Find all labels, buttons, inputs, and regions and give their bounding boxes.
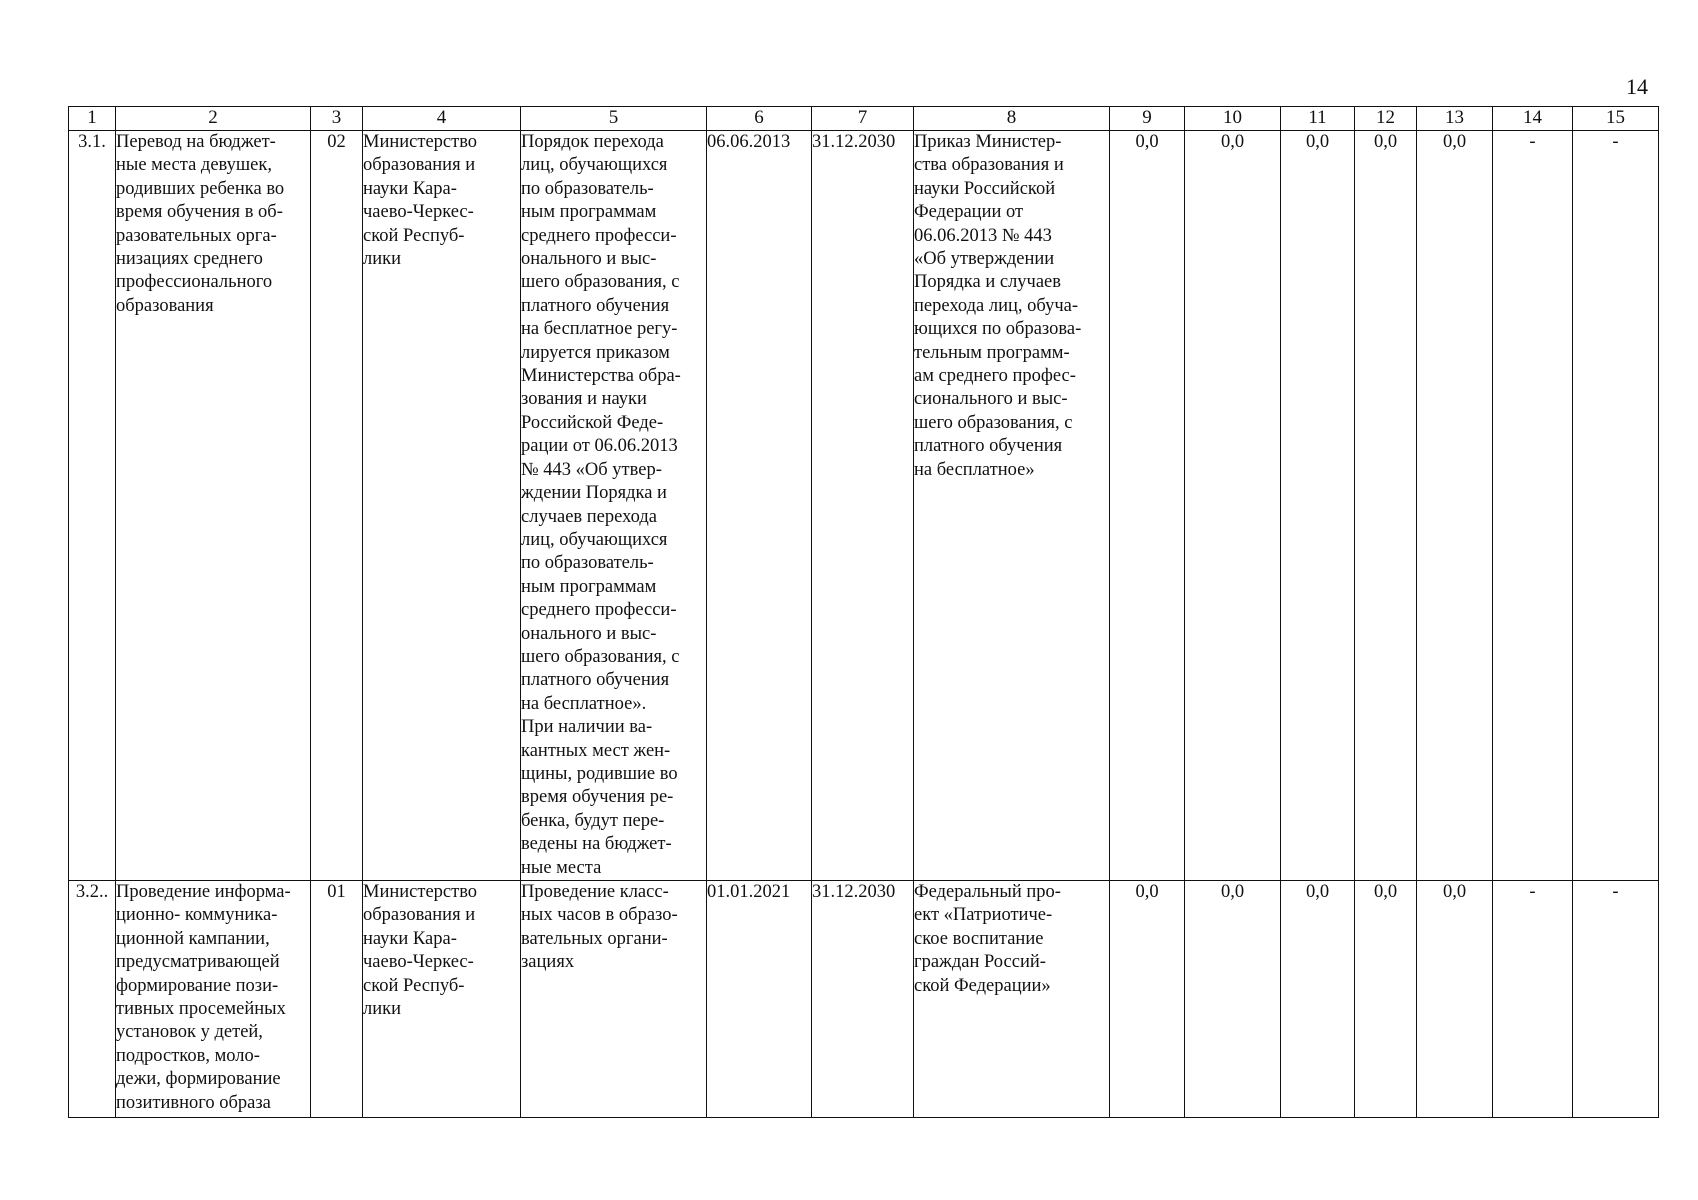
table-row [69, 881, 1659, 1118]
cell-value-11: 0,0 [1281, 881, 1355, 1118]
cell-start-date: 06.06.2013 [707, 131, 812, 881]
column-header: 3 [311, 107, 363, 131]
cell-description: Порядок перехода лиц, обучающихся по образователь- ным программам среднего професси- онального и выс- шего образования, с платного обучения на бесплатное регу- лируется приказом Министерства обра- зования и науки Российской Феде- рации от 06.06.2013 № 443 «Об утвер- ждении Порядка и случаев перехода лиц, обучающихся по образователь- ным программам среднего професси- онального и выс- шего образования, с платного обучения на бесплатное». При наличии ва- кантных мест жен- щины, родившие во время обучения ре- бенка, будут пере- ведены на бюджет- ные места [521, 131, 707, 881]
header-row [69, 107, 1659, 131]
column-header: 12 [1355, 107, 1417, 131]
column-header: 4 [363, 107, 521, 131]
cell-value-14: - [1493, 881, 1573, 1118]
column-header: 8 [914, 107, 1110, 131]
cell-value-15: - [1573, 881, 1659, 1118]
column-header: 7 [812, 107, 914, 131]
cell-value-12: 0,0 [1355, 131, 1417, 881]
column-header: 11 [1281, 107, 1355, 131]
cell-code: 02 [311, 131, 363, 881]
cell-start-date: 01.01.2021 [707, 881, 812, 1118]
table-row [69, 131, 1659, 881]
cell-value-12: 0,0 [1355, 881, 1417, 1118]
cell-value-9: 0,0 [1110, 881, 1185, 1118]
cell-executor: Министерство образования и науки Кара- чаево-Черкес- ской Респуб- лики [363, 881, 521, 1118]
column-header: 5 [521, 107, 707, 131]
cell-basis: Приказ Министер- ства образования и науки Российской Федерации от 06.06.2013 № 443 «Об утверждении Порядка и случаев перехода лиц, обуча- ющихся по образова- тельным программ- ам среднего профес- сионального и выс- шего образования, с платного обучения на бесплатное» [914, 131, 1110, 881]
cell-basis: Федеральный про- ект «Патриотиче- ское воспитание граждан Россий- ской Федерации» [914, 881, 1110, 1118]
cell-measure-name: Проведение информа- ционно- коммуника- ционной кампании, предусматривающей формирование пози- тивных просемейных установок у детей, подростков, моло- дежи, формирование позитивного образа [116, 881, 311, 1118]
column-header: 6 [707, 107, 812, 131]
column-header: 9 [1110, 107, 1185, 131]
column-header: 1 [69, 107, 116, 131]
column-header: 10 [1185, 107, 1281, 131]
cell-executor: Министерство образования и науки Кара- чаево-Черкес- ской Респуб- лики [363, 131, 521, 881]
cell-end-date: 31.12.2030 [812, 131, 914, 881]
cell-value-9: 0,0 [1110, 131, 1185, 881]
column-header: 14 [1493, 107, 1573, 131]
column-header: 2 [116, 107, 311, 131]
cell-value-13: 0,0 [1417, 131, 1493, 881]
cell-value-10: 0,0 [1185, 881, 1281, 1118]
cell-value-14: - [1493, 131, 1573, 881]
cell-number: 3.2.. [69, 881, 116, 1118]
cell-value-11: 0,0 [1281, 131, 1355, 881]
cell-value-13: 0,0 [1417, 881, 1493, 1118]
page-number: 14 [1626, 74, 1648, 99]
column-header: 15 [1573, 107, 1659, 131]
cell-value-10: 0,0 [1185, 131, 1281, 881]
cell-description: Проведение класс- ных часов в образо- вательных органи- зациях [521, 881, 707, 1118]
cell-code: 01 [311, 881, 363, 1118]
measures-table [68, 106, 1659, 1118]
column-header: 13 [1417, 107, 1493, 131]
cell-number: 3.1. [69, 131, 116, 881]
cell-measure-name: Перевод на бюджет- ные места девушек, родивших ребенка во время обучения в об- разовательных орга- низациях среднего профессионального образования [116, 131, 311, 881]
cell-value-15: - [1573, 131, 1659, 881]
cell-end-date: 31.12.2030 [812, 881, 914, 1118]
